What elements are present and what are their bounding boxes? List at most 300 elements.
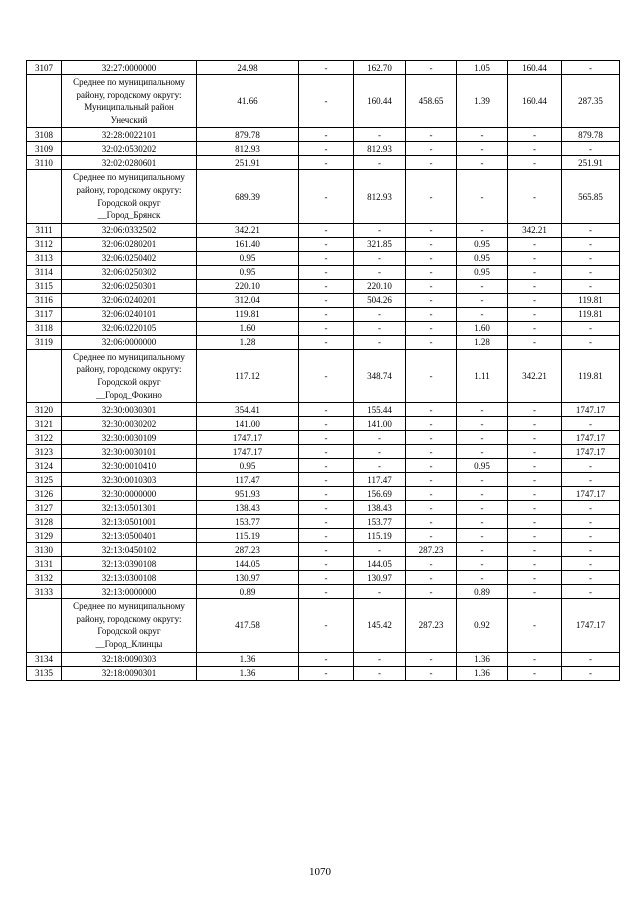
- value-cell-7: 1747.17: [562, 431, 620, 445]
- value-cell-1: 312.04: [197, 293, 299, 307]
- row-number-cell: 3124: [27, 459, 62, 473]
- table-row: [27, 529, 620, 543]
- value-cell-1: 138.43: [197, 501, 299, 515]
- value-cell-5: -: [457, 529, 508, 543]
- value-cell-6: -: [508, 557, 562, 571]
- value-cell-6: -: [508, 156, 562, 170]
- value-cell-5: 0.95: [457, 265, 508, 279]
- value-cell-7: -: [562, 666, 620, 680]
- value-cell-3: 144.05: [354, 557, 406, 571]
- cadastral-block-cell: 32:13:0500401: [62, 529, 197, 543]
- value-cell-5: -: [457, 403, 508, 417]
- row-number-cell: 3133: [27, 585, 62, 599]
- value-cell-4: -: [406, 403, 457, 417]
- value-cell-4: 458.65: [406, 75, 457, 128]
- row-number-cell: 3135: [27, 666, 62, 680]
- value-cell-6: -: [508, 335, 562, 349]
- value-cell-7: 119.81: [562, 349, 620, 402]
- row-number-cell: 3107: [27, 61, 62, 75]
- value-cell-7: 879.78: [562, 128, 620, 142]
- cadastral-block-cell: 32:06:0220105: [62, 321, 197, 335]
- row-number-cell: 3111: [27, 223, 62, 237]
- value-cell-3: -: [354, 156, 406, 170]
- summary-row: [27, 75, 620, 128]
- value-cell-1: 41.66: [197, 75, 299, 128]
- value-cell-1: 417.58: [197, 599, 299, 652]
- value-cell-3: -: [354, 223, 406, 237]
- cadastral-block-cell: 32:13:0300108: [62, 571, 197, 585]
- value-cell-2: -: [299, 307, 354, 321]
- value-cell-3: 156.69: [354, 487, 406, 501]
- table-body: [27, 61, 620, 681]
- value-cell-6: -: [508, 666, 562, 680]
- value-cell-3: 160.44: [354, 75, 406, 128]
- value-cell-3: 141.00: [354, 417, 406, 431]
- cadastral-block-cell: 32:02:0530202: [62, 142, 197, 156]
- value-cell-4: -: [406, 473, 457, 487]
- value-cell-3: 812.93: [354, 170, 406, 223]
- value-cell-7: -: [562, 473, 620, 487]
- table-row: [27, 501, 620, 515]
- value-cell-6: -: [508, 321, 562, 335]
- row-number-cell: 3134: [27, 652, 62, 666]
- value-cell-3: -: [354, 585, 406, 599]
- value-cell-7: -: [562, 251, 620, 265]
- value-cell-4: -: [406, 571, 457, 585]
- cadastral-block-cell: 32:30:0000000: [62, 487, 197, 501]
- value-cell-1: 161.40: [197, 237, 299, 251]
- cadastral-block-cell: 32:28:0022101: [62, 128, 197, 142]
- value-cell-4: -: [406, 652, 457, 666]
- value-cell-1: 153.77: [197, 515, 299, 529]
- value-cell-2: -: [299, 237, 354, 251]
- value-cell-1: 220.10: [197, 279, 299, 293]
- value-cell-1: 1747.17: [197, 445, 299, 459]
- value-cell-6: -: [508, 585, 562, 599]
- value-cell-7: -: [562, 652, 620, 666]
- table-row: [27, 652, 620, 666]
- table-row: [27, 335, 620, 349]
- value-cell-5: -: [457, 501, 508, 515]
- value-cell-1: 130.97: [197, 571, 299, 585]
- value-cell-1: 119.81: [197, 307, 299, 321]
- value-cell-3: -: [354, 666, 406, 680]
- value-cell-2: -: [299, 417, 354, 431]
- value-cell-4: -: [406, 487, 457, 501]
- value-cell-4: -: [406, 156, 457, 170]
- value-cell-7: 1747.17: [562, 445, 620, 459]
- value-cell-4: -: [406, 431, 457, 445]
- value-cell-3: -: [354, 459, 406, 473]
- value-cell-3: 812.93: [354, 142, 406, 156]
- row-number-cell: 3129: [27, 529, 62, 543]
- value-cell-2: -: [299, 666, 354, 680]
- value-cell-6: 160.44: [508, 75, 562, 128]
- row-number-cell: 3114: [27, 265, 62, 279]
- table-row: [27, 459, 620, 473]
- value-cell-6: -: [508, 417, 562, 431]
- value-cell-7: -: [562, 529, 620, 543]
- value-cell-3: 117.47: [354, 473, 406, 487]
- row-number-cell: 3123: [27, 445, 62, 459]
- value-cell-3: 220.10: [354, 279, 406, 293]
- value-cell-5: -: [457, 473, 508, 487]
- row-number-cell: [27, 75, 62, 128]
- value-cell-5: -: [457, 417, 508, 431]
- summary-row: [27, 170, 620, 223]
- value-cell-2: -: [299, 142, 354, 156]
- value-cell-3: -: [354, 445, 406, 459]
- value-cell-1: 812.93: [197, 142, 299, 156]
- value-cell-7: -: [562, 61, 620, 75]
- value-cell-2: -: [299, 61, 354, 75]
- value-cell-5: -: [457, 128, 508, 142]
- value-cell-5: 0.95: [457, 459, 508, 473]
- value-cell-3: -: [354, 543, 406, 557]
- row-number-cell: [27, 349, 62, 402]
- value-cell-2: -: [299, 599, 354, 652]
- row-number-cell: 3128: [27, 515, 62, 529]
- value-cell-5: 1.39: [457, 75, 508, 128]
- value-cell-6: 160.44: [508, 61, 562, 75]
- value-cell-5: -: [457, 279, 508, 293]
- table-row: [27, 403, 620, 417]
- value-cell-6: -: [508, 543, 562, 557]
- value-cell-1: 1747.17: [197, 431, 299, 445]
- value-cell-6: -: [508, 293, 562, 307]
- row-number-cell: 3119: [27, 335, 62, 349]
- value-cell-1: 1.36: [197, 652, 299, 666]
- value-cell-6: -: [508, 170, 562, 223]
- cadastral-block-cell: 32:30:0030202: [62, 417, 197, 431]
- value-cell-1: 141.00: [197, 417, 299, 431]
- value-cell-4: -: [406, 335, 457, 349]
- table-row: [27, 585, 620, 599]
- summary-label-cell: Среднее по муниципальному району, городскому округу: Городской округ __Город_Фокино: [62, 349, 197, 402]
- row-number-cell: 3126: [27, 487, 62, 501]
- value-cell-2: -: [299, 279, 354, 293]
- value-cell-2: -: [299, 445, 354, 459]
- value-cell-4: -: [406, 666, 457, 680]
- value-cell-7: 1747.17: [562, 487, 620, 501]
- value-cell-2: -: [299, 459, 354, 473]
- value-cell-2: -: [299, 585, 354, 599]
- value-cell-1: 24.98: [197, 61, 299, 75]
- value-cell-7: 1747.17: [562, 599, 620, 652]
- value-cell-7: 287.35: [562, 75, 620, 128]
- value-cell-6: 342.21: [508, 349, 562, 402]
- table-row: [27, 543, 620, 557]
- value-cell-3: -: [354, 431, 406, 445]
- value-cell-1: 1.28: [197, 335, 299, 349]
- value-cell-7: -: [562, 417, 620, 431]
- value-cell-7: -: [562, 459, 620, 473]
- cadastral-block-cell: 32:13:0000000: [62, 585, 197, 599]
- value-cell-3: 130.97: [354, 571, 406, 585]
- value-cell-6: -: [508, 501, 562, 515]
- value-cell-2: -: [299, 293, 354, 307]
- value-cell-1: 0.89: [197, 585, 299, 599]
- value-cell-6: 342.21: [508, 223, 562, 237]
- value-cell-5: 0.95: [457, 237, 508, 251]
- value-cell-5: 1.11: [457, 349, 508, 402]
- value-cell-5: -: [457, 307, 508, 321]
- cadastral-block-cell: 32:02:0280601: [62, 156, 197, 170]
- value-cell-1: 1.60: [197, 321, 299, 335]
- value-cell-2: -: [299, 156, 354, 170]
- value-cell-6: -: [508, 652, 562, 666]
- summary-label-cell: Среднее по муниципальному району, городскому округу: Городской округ __Город_Брянск: [62, 170, 197, 223]
- cadastral-block-cell: 32:18:0090301: [62, 666, 197, 680]
- value-cell-5: -: [457, 431, 508, 445]
- row-number-cell: 3110: [27, 156, 62, 170]
- value-cell-5: 1.36: [457, 652, 508, 666]
- table-row: [27, 61, 620, 75]
- cadastral-block-cell: 32:30:0010303: [62, 473, 197, 487]
- value-cell-4: -: [406, 557, 457, 571]
- table-row: [27, 431, 620, 445]
- cadastral-block-cell: 32:06:0250301: [62, 279, 197, 293]
- value-cell-6: -: [508, 529, 562, 543]
- value-cell-3: -: [354, 321, 406, 335]
- value-cell-1: 117.12: [197, 349, 299, 402]
- value-cell-7: -: [562, 557, 620, 571]
- value-cell-7: -: [562, 571, 620, 585]
- value-cell-5: 0.92: [457, 599, 508, 652]
- cadastral-block-cell: 32:30:0030301: [62, 403, 197, 417]
- table-row: [27, 142, 620, 156]
- value-cell-3: -: [354, 335, 406, 349]
- value-cell-6: -: [508, 473, 562, 487]
- value-cell-3: -: [354, 652, 406, 666]
- table-row: [27, 571, 620, 585]
- value-cell-3: 145.42: [354, 599, 406, 652]
- value-cell-2: -: [299, 543, 354, 557]
- table-row: [27, 515, 620, 529]
- value-cell-2: -: [299, 170, 354, 223]
- value-cell-2: -: [299, 223, 354, 237]
- summary-row: [27, 599, 620, 652]
- table-row: [27, 487, 620, 501]
- value-cell-1: 144.05: [197, 557, 299, 571]
- value-cell-2: -: [299, 75, 354, 128]
- value-cell-2: -: [299, 251, 354, 265]
- value-cell-4: 287.23: [406, 599, 457, 652]
- value-cell-5: 1.60: [457, 321, 508, 335]
- value-cell-3: -: [354, 265, 406, 279]
- value-cell-6: -: [508, 515, 562, 529]
- cadastral-block-cell: 32:06:0000000: [62, 335, 197, 349]
- table-row: [27, 293, 620, 307]
- value-cell-2: -: [299, 652, 354, 666]
- row-number-cell: 3130: [27, 543, 62, 557]
- value-cell-6: -: [508, 307, 562, 321]
- table-row: [27, 237, 620, 251]
- row-number-cell: 3125: [27, 473, 62, 487]
- value-cell-4: -: [406, 61, 457, 75]
- value-cell-4: -: [406, 237, 457, 251]
- value-cell-4: 287.23: [406, 543, 457, 557]
- cadastral-block-cell: 32:06:0250402: [62, 251, 197, 265]
- value-cell-3: 115.19: [354, 529, 406, 543]
- value-cell-1: 115.19: [197, 529, 299, 543]
- value-cell-1: 287.23: [197, 543, 299, 557]
- value-cell-5: -: [457, 487, 508, 501]
- row-number-cell: 3132: [27, 571, 62, 585]
- value-cell-7: -: [562, 237, 620, 251]
- value-cell-1: 0.95: [197, 265, 299, 279]
- value-cell-3: -: [354, 251, 406, 265]
- value-cell-7: 1747.17: [562, 403, 620, 417]
- page-number: 1070: [309, 866, 331, 878]
- cadastral-block-cell: 32:06:0280201: [62, 237, 197, 251]
- cadastral-block-cell: 32:06:0250302: [62, 265, 197, 279]
- value-cell-4: -: [406, 251, 457, 265]
- value-cell-6: -: [508, 403, 562, 417]
- value-cell-2: -: [299, 403, 354, 417]
- value-cell-4: -: [406, 223, 457, 237]
- value-cell-4: -: [406, 307, 457, 321]
- value-cell-4: -: [406, 142, 457, 156]
- row-number-cell: 3115: [27, 279, 62, 293]
- value-cell-2: -: [299, 473, 354, 487]
- value-cell-7: -: [562, 335, 620, 349]
- value-cell-2: -: [299, 571, 354, 585]
- value-cell-6: -: [508, 431, 562, 445]
- table-row: [27, 473, 620, 487]
- value-cell-3: 155.44: [354, 403, 406, 417]
- row-number-cell: 3122: [27, 431, 62, 445]
- row-number-cell: 3116: [27, 293, 62, 307]
- value-cell-4: -: [406, 501, 457, 515]
- value-cell-5: -: [457, 557, 508, 571]
- value-cell-4: -: [406, 293, 457, 307]
- value-cell-4: -: [406, 279, 457, 293]
- row-number-cell: [27, 170, 62, 223]
- value-cell-7: -: [562, 501, 620, 515]
- value-cell-2: -: [299, 431, 354, 445]
- row-number-cell: 3118: [27, 321, 62, 335]
- row-number-cell: [27, 599, 62, 652]
- data-table: [26, 60, 620, 681]
- cadastral-block-cell: 32:30:0010410: [62, 459, 197, 473]
- value-cell-2: -: [299, 321, 354, 335]
- value-cell-4: -: [406, 265, 457, 279]
- value-cell-3: 348.74: [354, 349, 406, 402]
- table-row: [27, 557, 620, 571]
- value-cell-4: -: [406, 170, 457, 223]
- value-cell-6: -: [508, 599, 562, 652]
- cadastral-block-cell: 32:06:0240101: [62, 307, 197, 321]
- value-cell-3: 321.85: [354, 237, 406, 251]
- row-number-cell: 3112: [27, 237, 62, 251]
- value-cell-6: -: [508, 445, 562, 459]
- value-cell-2: -: [299, 335, 354, 349]
- table-row: [27, 307, 620, 321]
- value-cell-3: 138.43: [354, 501, 406, 515]
- table-row: [27, 445, 620, 459]
- value-cell-1: 117.47: [197, 473, 299, 487]
- value-cell-5: -: [457, 543, 508, 557]
- value-cell-5: -: [457, 156, 508, 170]
- value-cell-6: -: [508, 142, 562, 156]
- table-row: [27, 128, 620, 142]
- value-cell-6: -: [508, 237, 562, 251]
- cadastral-block-cell: 32:30:0030101: [62, 445, 197, 459]
- value-cell-4: -: [406, 529, 457, 543]
- value-cell-7: 251.91: [562, 156, 620, 170]
- value-cell-4: -: [406, 128, 457, 142]
- value-cell-5: 1.05: [457, 61, 508, 75]
- value-cell-4: -: [406, 321, 457, 335]
- row-number-cell: 3131: [27, 557, 62, 571]
- value-cell-5: -: [457, 445, 508, 459]
- row-number-cell: 3109: [27, 142, 62, 156]
- value-cell-7: -: [562, 265, 620, 279]
- value-cell-7: 119.81: [562, 293, 620, 307]
- summary-label-cell: Среднее по муниципальному району, городскому округу: Городской округ __Город_Клинцы: [62, 599, 197, 652]
- cadastral-block-cell: 32:06:0332502: [62, 223, 197, 237]
- table-row: [27, 279, 620, 293]
- value-cell-4: -: [406, 459, 457, 473]
- value-cell-7: -: [562, 321, 620, 335]
- value-cell-7: 565.85: [562, 170, 620, 223]
- value-cell-4: -: [406, 585, 457, 599]
- summary-row: [27, 349, 620, 402]
- value-cell-2: -: [299, 515, 354, 529]
- cadastral-block-cell: 32:13:0390108: [62, 557, 197, 571]
- value-cell-1: 951.93: [197, 487, 299, 501]
- value-cell-7: -: [562, 279, 620, 293]
- summary-label-cell: Среднее по муниципальному району, городскому округу: Муниципальный район Унечский: [62, 75, 197, 128]
- cadastral-block-cell: 32:13:0501301: [62, 501, 197, 515]
- value-cell-3: -: [354, 128, 406, 142]
- value-cell-4: -: [406, 445, 457, 459]
- value-cell-2: -: [299, 487, 354, 501]
- value-cell-5: 0.89: [457, 585, 508, 599]
- cadastral-block-cell: 32:30:0030109: [62, 431, 197, 445]
- value-cell-5: -: [457, 515, 508, 529]
- value-cell-1: 0.95: [197, 459, 299, 473]
- row-number-cell: 3127: [27, 501, 62, 515]
- value-cell-6: -: [508, 279, 562, 293]
- table-row: [27, 251, 620, 265]
- value-cell-4: -: [406, 349, 457, 402]
- value-cell-1: 251.91: [197, 156, 299, 170]
- value-cell-6: -: [508, 128, 562, 142]
- value-cell-5: 1.36: [457, 666, 508, 680]
- table-row: [27, 223, 620, 237]
- row-number-cell: 3113: [27, 251, 62, 265]
- value-cell-1: 342.21: [197, 223, 299, 237]
- value-cell-6: -: [508, 265, 562, 279]
- value-cell-2: -: [299, 557, 354, 571]
- cadastral-block-cell: 32:06:0240201: [62, 293, 197, 307]
- value-cell-2: -: [299, 265, 354, 279]
- table-row: [27, 666, 620, 680]
- value-cell-1: 1.36: [197, 666, 299, 680]
- value-cell-7: -: [562, 543, 620, 557]
- value-cell-1: 689.39: [197, 170, 299, 223]
- value-cell-1: 354.41: [197, 403, 299, 417]
- value-cell-6: -: [508, 571, 562, 585]
- value-cell-3: -: [354, 307, 406, 321]
- value-cell-5: -: [457, 293, 508, 307]
- value-cell-5: 1.28: [457, 335, 508, 349]
- cadastral-block-cell: 32:13:0450102: [62, 543, 197, 557]
- value-cell-7: -: [562, 585, 620, 599]
- row-number-cell: 3117: [27, 307, 62, 321]
